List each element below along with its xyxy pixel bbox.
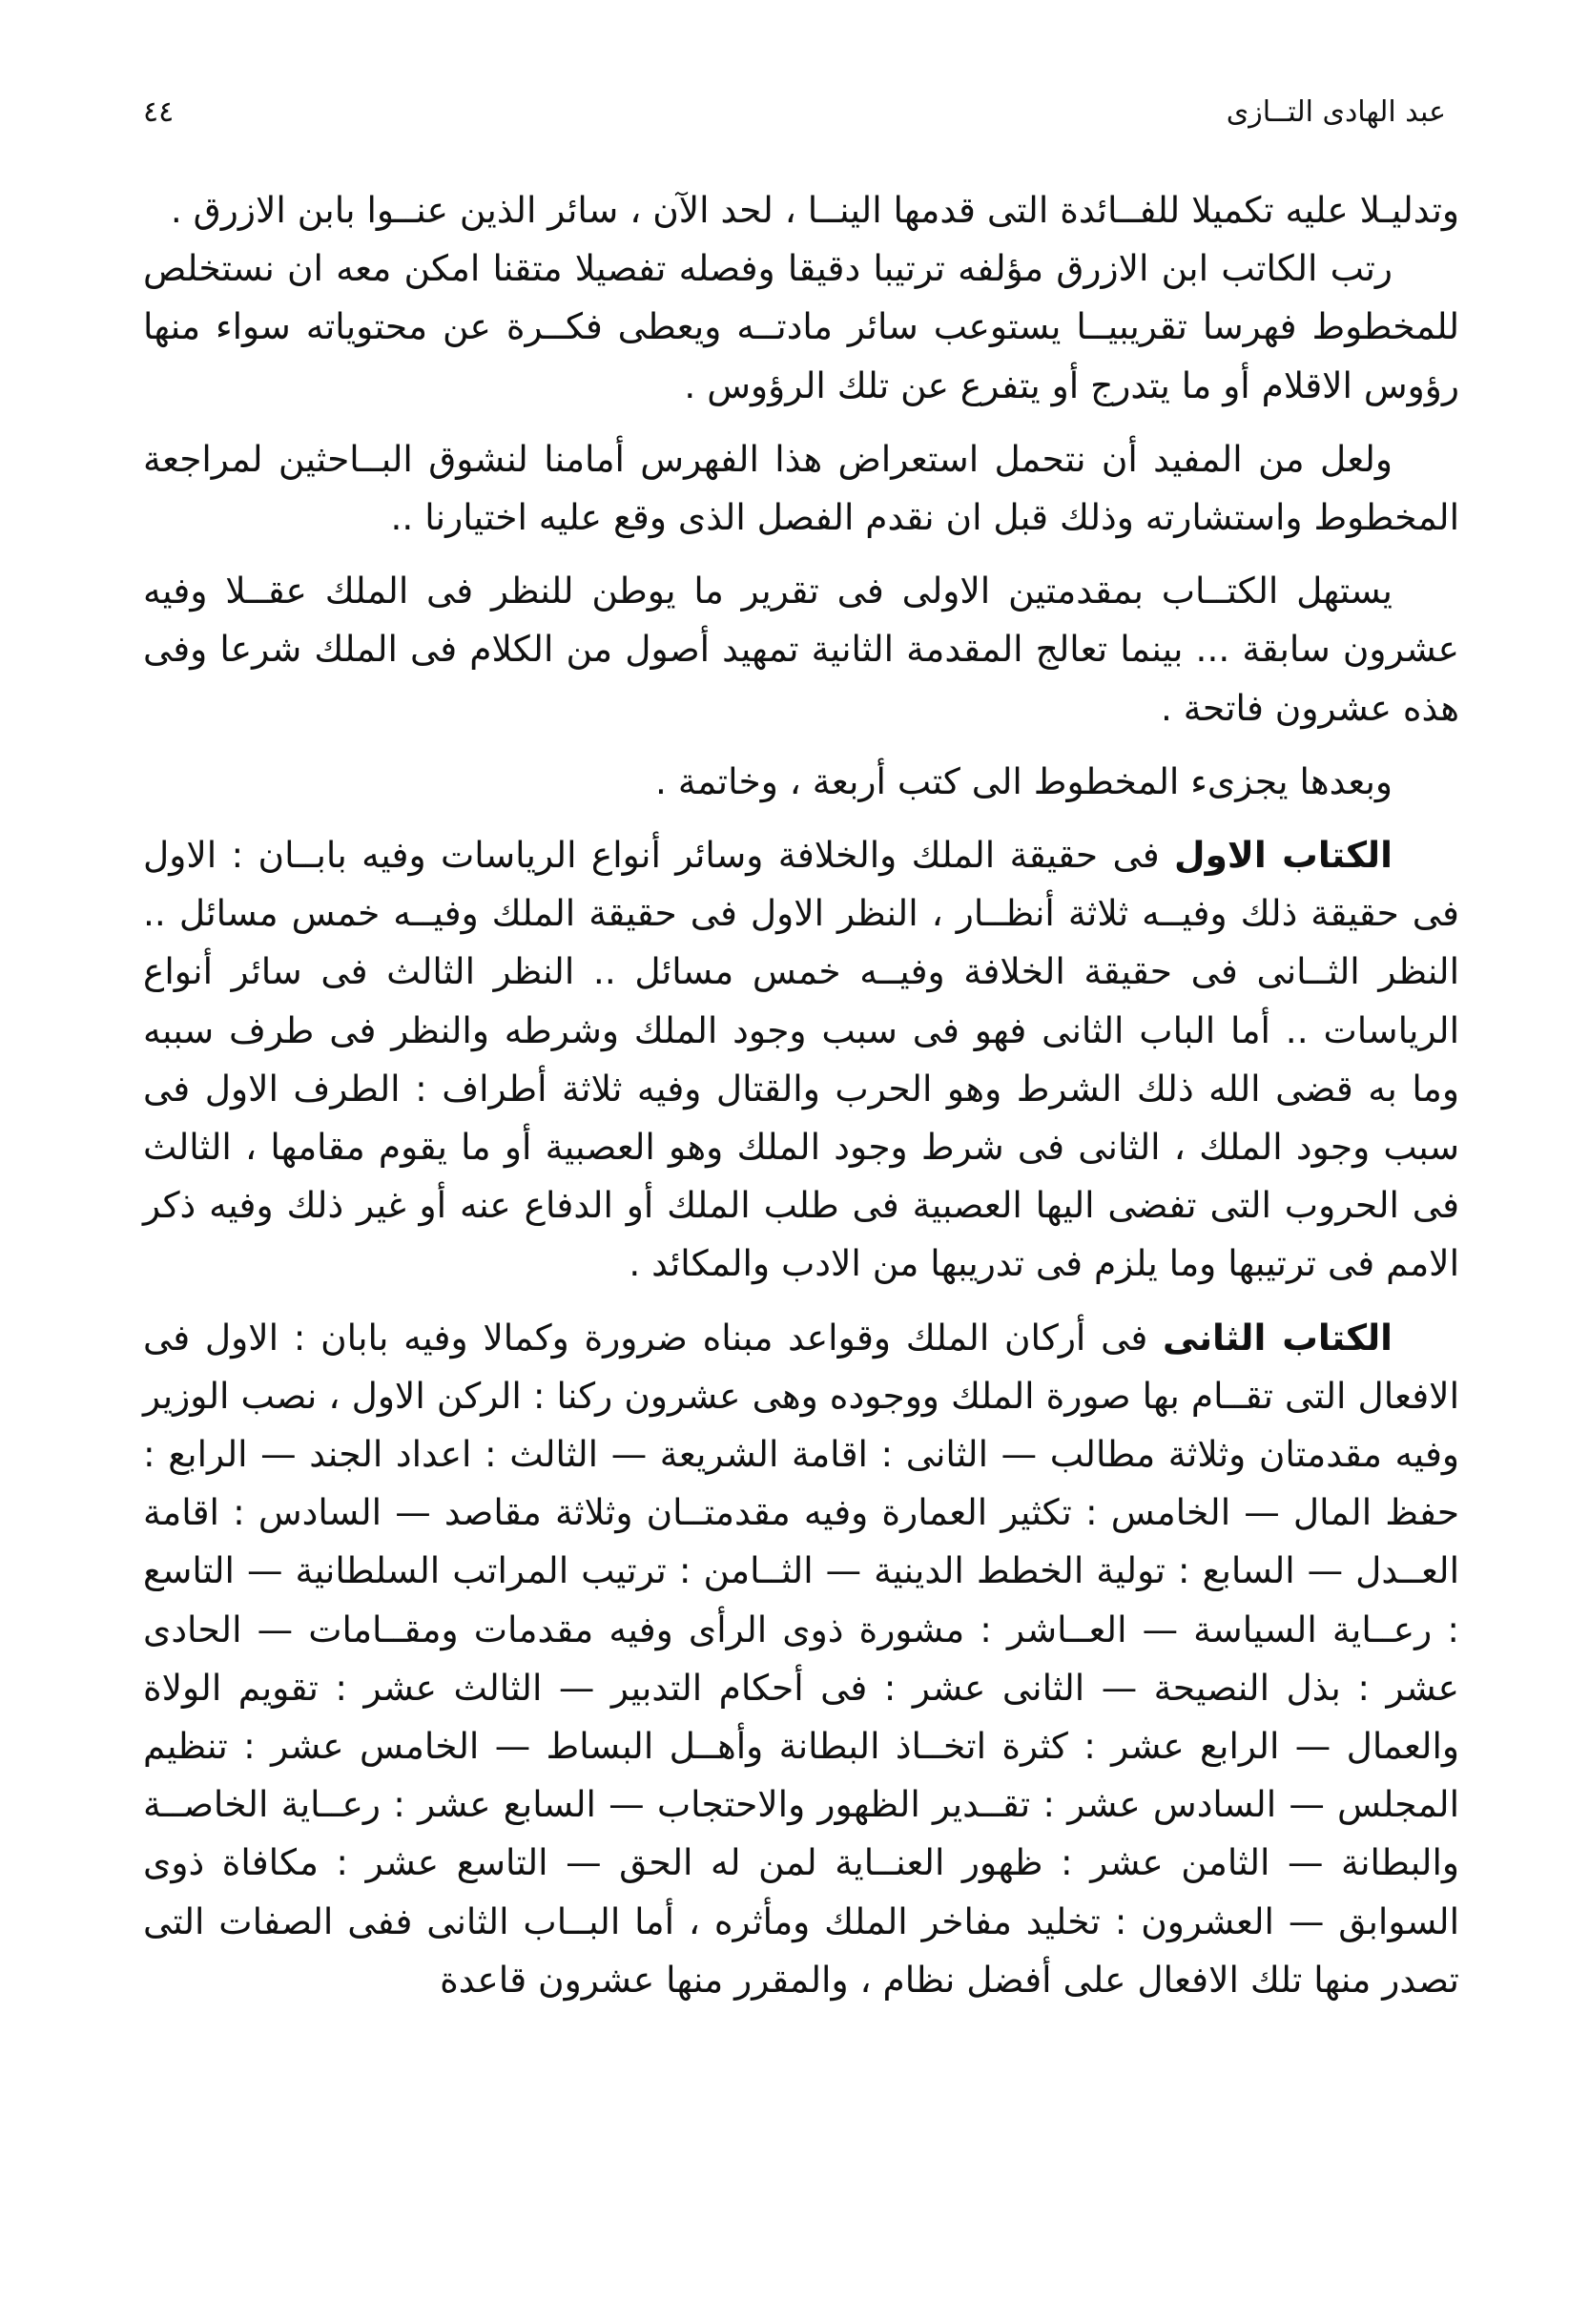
book-one-text: فى حقيقة الملك والخلافة وسائر أنواع الرياسات وفيه بابــان : الاول فى حقيقة ذلك وفيــه ثلاثة أنظــار ، النظر الاول فى حقيقة الملك وفيــه خمس مسائل .. النظر الثــانى فى حقيقة الخلافة وفيــه خمس مسائل .. النظر الثالث فى سائر أنواع الرياسات .. أما الباب الثانى فهو فى سبب وجود الملك وشرطه والنظر فى طرف سببه وما به قضى الله ذلك الشرط وهو الحرب والقتال وفيه ثلاثة أطراف : الطرف الاول فى سبب وجود الملك ، الثانى فى شرط وجود الملك وهو العصبية أو ما يقوم مقامها ، الثالث فى الحروب التى تفضى اليها العصبية فى طلب الملك أو الدفاع عنه أو غير ذلك وفيه ذكر الامم فى ترتيبها وما يلزم فى تدريبها من الادب والمكائد . [143, 834, 1459, 1285]
running-head [143, 88, 1446, 135]
paragraph-division: وبعدها يجزىء المخطوط الى كتب أربعة ، وخاتمة . [655, 759, 1393, 802]
page-number: ٤٤ [143, 94, 175, 129]
page-body [143, 181, 1459, 2024]
paragraph-arrangement: رتب الكاتب ابن الازرق مؤلفه ترتيبا دقيقا وفصله تفصيلا متقنا امكن معه ان نستخلص للمخطوط فهرسا تقريبيــا يستوعب سائر مادتــه ويعطى فكــرة عن محتوياته سواء منها رؤوس الاقلام أو ما يتدرج أو يتفرع عن تلك الرؤوس . [143, 247, 1459, 406]
book-one-heading: الكتاب الاول [1174, 834, 1393, 877]
book-two-heading: الكتاب الثانى [1163, 1316, 1393, 1359]
paragraph-book-one [143, 826, 1459, 1294]
paragraph-index-intro: ولعل من المفيد أن نتحمل استعراض هذا الفهرس أمامنا لنشوق البــاحثين لمراجعة المخطوط واستشارته وذلك قبل ان نقدم الفصل الذى وقع عليه اختيارنا .. [143, 437, 1459, 539]
paragraph-continuation: وتدليـلا عليه تكميلا للفــائدة التى قدمها الينــا ، لحد الآن ، سائر الذين عنــوا بابن الازرق . [170, 189, 1459, 231]
paragraph-introductions: يستهل الكتــاب بمقدمتين الاولى فى تقرير ما يوطن للنظر فى الملك عقــلا وفيه عشرون سابقة ... بينما تعالج المقدمة الثانية تمهيد أصول من الكلام فى الملك شرعا وفى هذه عشرون فاتحة . [143, 570, 1459, 729]
running-head-author: عبد الهادى التــازى [1226, 94, 1446, 129]
book-two-text: فى أركان الملك وقواعد مبناه ضرورة وكمالا وفيه بابان : الاول فى الافعال التى تقــام بها صورة الملك ووجوده وهى عشرون ركنا : الركن الاول ، نصب الوزير وفيه مقدمتان وثلاثة مطالب — الثانى : اقامة الشريعة — الثالث : اعداد الجند — الرابع : حفظ المال — الخامس : تكثير العمارة وفيه مقدمتــان وثلاثة مقاصد — السادس : اقامة العــدل — السابع : تولية الخطط الدينية — الثــامن : ترتيب المراتب السلطانية — التاسع : رعــاية السياسة — العــاشر : مشورة ذوى الرأى وفيه مقدمات ومقــامات — الحادى عشر : بذل النصيحة — الثانى عشر : فى أحكام التدبير — الثالث عشر : تقويم الولاة والعمال — الرابع عشر : كثرة اتخــاذ البطانة وأهــل البساط — الخامس عشر : تنظيم المجلس — السادس عشر : تقــدير الظهور والاحتجاب — السابع عشر : رعــاية الخاصــة والبطانة — الثامن عشر : ظهور العنــاية لمن له الحق — التاسع عشر : مكافاة ذوى السوابق — العشرون : تخليد مفاخر الملك ومأثره ، أما البــاب الثانى ففى الصفات التى تصدر منها تلك الافعال على أفضل نظام ، والمقرر منها عشرون قاعدة [143, 1316, 1459, 2001]
paragraph-book-two [143, 1309, 1459, 2009]
